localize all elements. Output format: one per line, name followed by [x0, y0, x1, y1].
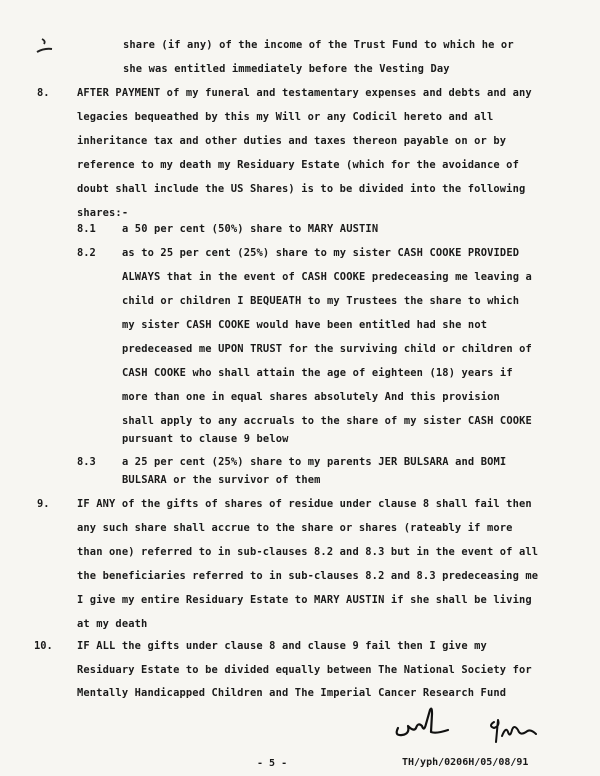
clause-8-line: inheritance tax and other duties and taxes thereon payable on or by: [77, 135, 507, 147]
clause-10-number: 10.: [34, 640, 53, 652]
clause-8-line: reference to my death my Residuary Estate (which for the avoidance of: [77, 159, 519, 171]
subclause-8-2-line: pursuant to clause 9 below: [122, 433, 289, 445]
subclause-8-2-line: child or children I BEQUEATH to my Trustees the share to which: [122, 295, 520, 307]
clause-9-line: at my death: [77, 618, 148, 630]
subclause-8-3-line: BULSARA or the survivor of them: [122, 474, 321, 486]
clause-8-line: AFTER PAYMENT of my funeral and testamentary expenses and debts and any: [77, 87, 532, 99]
clause-9-number: 9.: [37, 498, 50, 510]
subclause-8-3-number: 8.3: [77, 456, 96, 468]
clause-10-line: Residuary Estate to be divided equally between The National Society for: [77, 664, 532, 676]
clause-10-line: IF ALL the gifts under clause 8 and clause 9 fail then I give my: [77, 640, 487, 652]
clause-8-line: shares:-: [77, 207, 129, 219]
initials-signature-1: [392, 704, 462, 744]
subclause-8-2-number: 8.2: [77, 247, 96, 259]
continuation-line: share (if any) of the income of the Trust Fund to which he or: [123, 39, 514, 51]
clause-9-line: than one) referred to in sub-clauses 8.2 and 8.3 but in the event of all: [77, 546, 539, 558]
subclause-8-2-line: ALWAYS that in the event of CASH COOKE predeceasing me leaving a: [122, 271, 532, 283]
subclause-8-2-line: shall apply to any accruals to the share of my sister CASH COOKE: [122, 415, 532, 427]
clause-8-number: 8.: [37, 87, 50, 99]
margin-mark: [34, 36, 56, 56]
clause-10-line: Mentally Handicapped Children and The Imperial Cancer Research Fund: [77, 687, 507, 699]
subclause-8-2-line: predeceased me UPON TRUST for the surviving child or children of: [122, 343, 532, 355]
clause-9-line: IF ANY of the gifts of shares of residue under clause 8 shall fail then: [77, 498, 532, 510]
clause-8-line: doubt shall include the US Shares) is to be divided into the following: [77, 183, 526, 195]
clause-9-line: I give my entire Residuary Estate to MARY AUSTIN if she shall be living: [77, 594, 532, 606]
subclause-8-1-line: a 50 per cent (50%) share to MARY AUSTIN: [122, 223, 379, 235]
clause-9-line: the beneficiaries referred to in sub-clauses 8.2 and 8.3 predeceasing me: [77, 570, 539, 582]
page-number: - 5 -: [257, 758, 288, 769]
initials-signature-2: [486, 712, 542, 748]
subclause-8-1-number: 8.1: [77, 223, 96, 235]
document-reference: TH/yph/0206H/05/08/91: [402, 757, 529, 768]
subclause-8-2-line: more than one in equal shares absolutely And this provision: [122, 391, 500, 403]
subclause-8-2-line: CASH COOKE who shall attain the age of eighteen (18) years if: [122, 367, 513, 379]
clause-8-line: legacies bequeathed by this my Will or any Codicil hereto and all: [77, 111, 494, 123]
subclause-8-2-line: my sister CASH COOKE would have been entitled had she not: [122, 319, 488, 331]
clause-9-line: any such share shall accrue to the share or shares (rateably if more: [77, 522, 513, 534]
continuation-line: she was entitled immediately before the Vesting Day: [123, 63, 450, 75]
subclause-8-2-line: as to 25 per cent (25%) share to my sister CASH COOKE PROVIDED: [122, 247, 520, 259]
subclause-8-3-line: a 25 per cent (25%) share to my parents JER BULSARA and BOMI: [122, 456, 507, 468]
